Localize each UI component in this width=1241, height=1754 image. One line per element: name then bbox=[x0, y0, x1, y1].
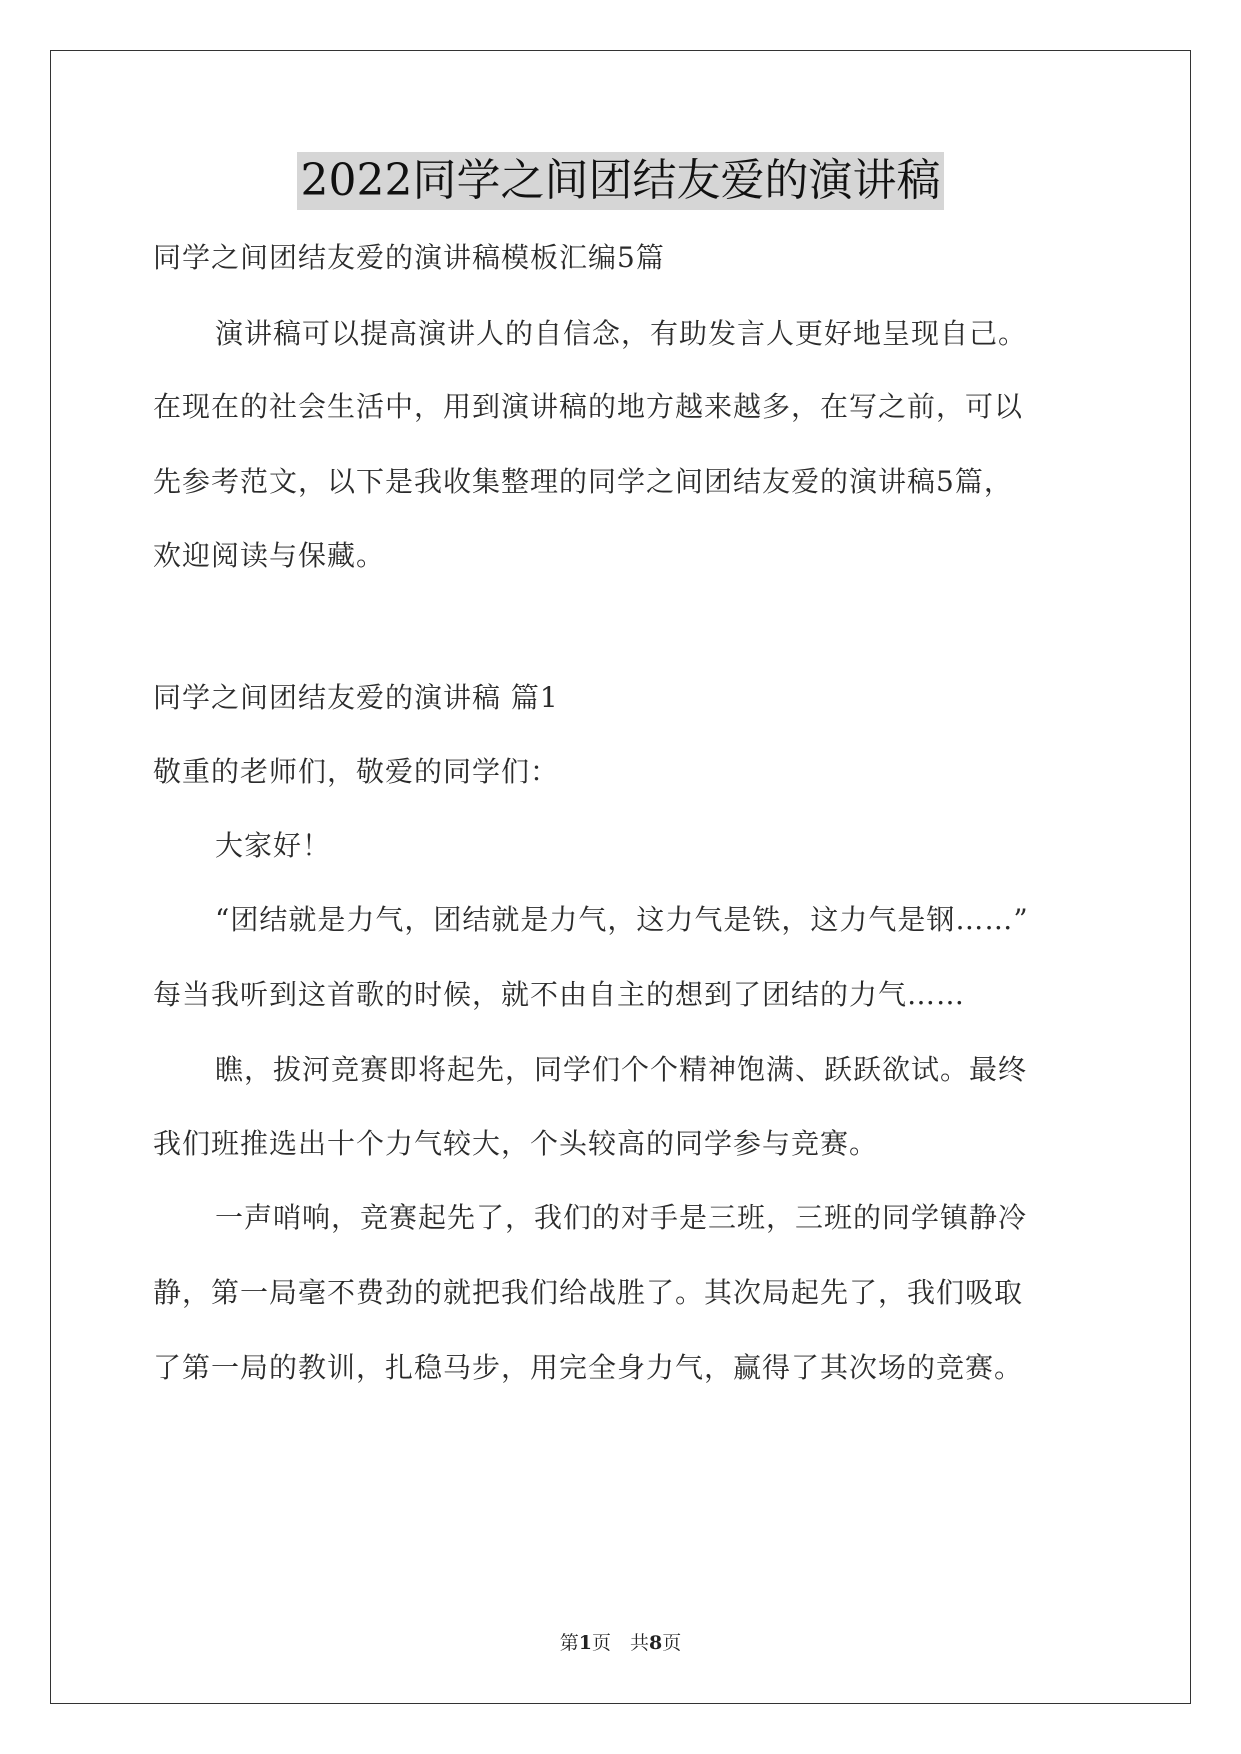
footer-prefix: 第 bbox=[559, 1632, 579, 1654]
body-line-2: 每当我听到这首歌的时候，就不由自主的想到了团结的力气…… bbox=[153, 978, 966, 1011]
current-page-number: 1 bbox=[578, 1632, 592, 1654]
intro-line-3: 先参考范文，以下是我收集整理的同学之间团结友爱的演讲稿5篇， bbox=[153, 465, 1013, 498]
body-line-1: “团结就是力气，团结就是力气，这力气是铁，这力气是钢……” bbox=[215, 903, 1029, 936]
body-line-7: 了第一局的教训，扎稳马步，用完全身力气，赢得了其次场的竞赛。 bbox=[153, 1351, 1024, 1384]
total-page-count: 8 bbox=[649, 1632, 663, 1654]
footer-suffix: 页 bbox=[662, 1632, 682, 1654]
body-line-5: 一声哨响，竞赛起先了，我们的对手是三班，三班的同学镇静冷 bbox=[215, 1201, 1028, 1234]
body-line-6: 静，第一局毫不费劲的就把我们给战胜了。其次局起先了，我们吸取 bbox=[153, 1276, 1024, 1309]
salutation: 敬重的老师们，敬爱的同学们： bbox=[153, 755, 560, 788]
document-subtitle: 同学之间团结友爱的演讲稿模板汇编5篇 bbox=[153, 241, 665, 274]
document-title: 2022同学之间团结友爱的演讲稿 bbox=[297, 152, 945, 210]
intro-line-4: 欢迎阅读与保藏。 bbox=[153, 539, 386, 572]
body-line-4: 我们班推选出十个力气较大，个头较高的同学参与竞赛。 bbox=[153, 1127, 879, 1160]
page-border bbox=[50, 50, 1191, 1704]
section-heading: 同学之间团结友爱的演讲稿 篇1 bbox=[153, 681, 559, 714]
greeting: 大家好！ bbox=[215, 829, 332, 862]
intro-line-1: 演讲稿可以提高演讲人的自信念，有助发言人更好地呈现自己。 bbox=[215, 317, 1028, 350]
footer-middle: 页 共 bbox=[591, 1632, 649, 1654]
title-container bbox=[0, 152, 1241, 210]
page-footer bbox=[0, 1630, 1241, 1656]
body-line-3: 瞧，拔河竞赛即将起先，同学们个个精神饱满、跃跃欲试。最终 bbox=[215, 1053, 1028, 1086]
intro-line-2: 在现在的社会生活中，用到演讲稿的地方越来越多，在写之前，可以 bbox=[153, 390, 1024, 423]
